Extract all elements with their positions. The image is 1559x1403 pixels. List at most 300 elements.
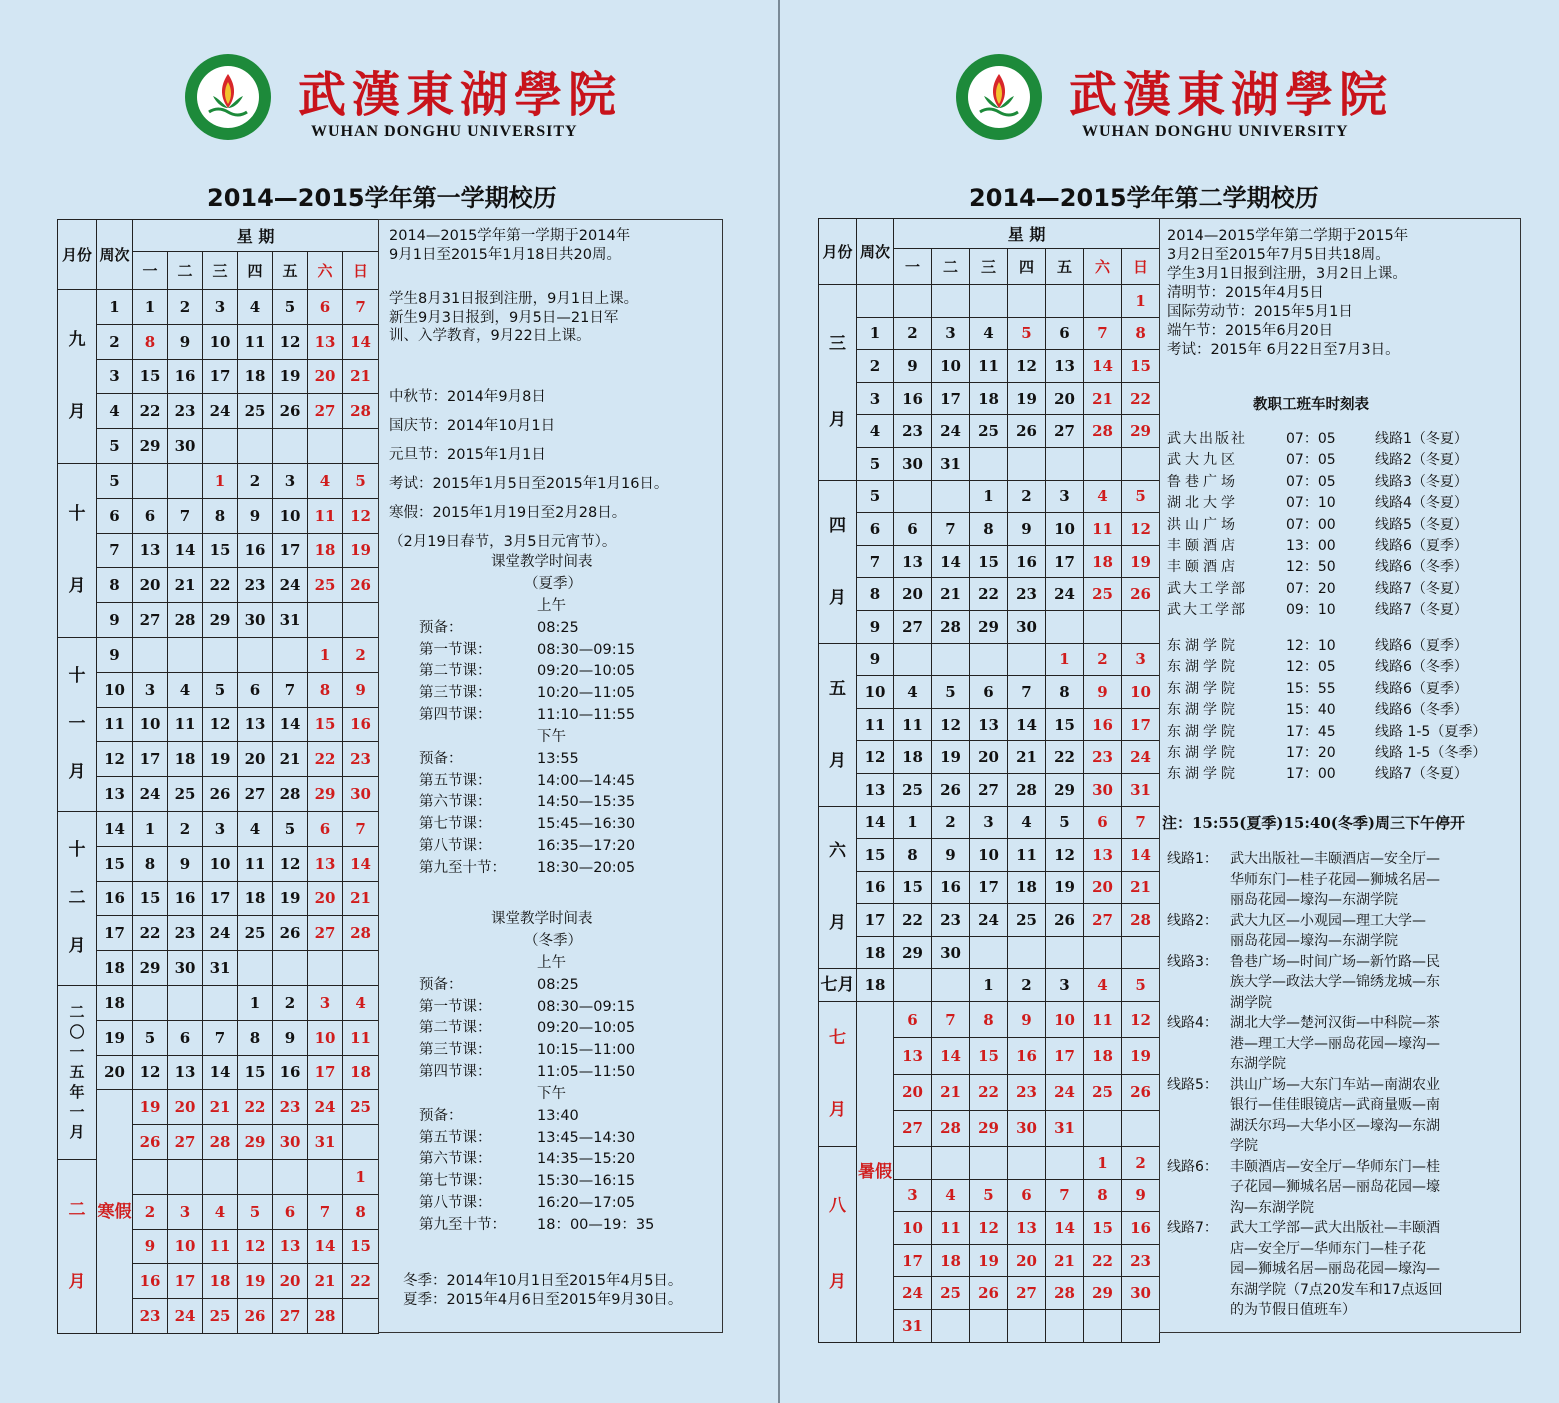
day-cell: 24 [168,1299,203,1334]
month-label [819,806,857,969]
month-header: 月份 [819,219,857,285]
day-cell: 16 [168,359,203,394]
day-cell [1046,936,1084,969]
calendar-row [58,533,379,568]
day-cell [1046,1147,1084,1180]
calendar-row [58,463,379,498]
day-cell: 6 [1008,1179,1046,1212]
day-cell: 6 [308,290,343,325]
timetable-pm-times-line: 18：00—19：35 [537,1216,655,1233]
day-cell: 8 [894,839,932,872]
calendar-row [58,777,379,812]
week-number: 12 [857,741,894,774]
route-path-line: 店—安全厅—华师东门—桂子花 [1230,1240,1426,1257]
day-cell: 20 [894,578,932,611]
day-cell: 15 [894,871,932,904]
calendar-row [819,578,1160,611]
day-cell [133,985,168,1020]
day-cell [1084,447,1122,480]
day-cell: 22 [1084,1244,1122,1277]
day-cell [168,1159,203,1194]
day-cell: 14 [932,1038,970,1074]
day-cell: 29 [970,610,1008,643]
day-cell: 19 [932,741,970,774]
day-cell: 26 [273,916,308,951]
day-cell: 17 [1046,545,1084,578]
day-cell: 15 [343,1229,379,1264]
calendar-row [819,936,1160,969]
semester-1-intro-line: 2014—2015学年第一学期于2014年 [389,228,631,244]
day-cell: 28 [932,610,970,643]
day-cell [238,951,273,986]
week-number: 14 [857,806,894,839]
day-cell [203,1159,238,1194]
day-cell: 20 [133,568,168,603]
calendar-row [819,285,1160,318]
week-number: 9 [97,603,133,638]
bus-stop: 东湖学院 [1167,680,1239,697]
day-cell: 24 [203,916,238,951]
day-cell: 13 [894,545,932,578]
week-number: 5 [97,463,133,498]
calendar-row [819,773,1160,806]
day-cell: 17 [203,359,238,394]
day-cell: 5 [238,1194,273,1229]
timetable-am-line: 上午 [537,955,566,971]
semester-2-intro-line: 2014—2015学年第二学期于2015年 [1167,228,1409,244]
day-cell: 18 [1084,545,1122,578]
bus-line: 线路4（冬夏） [1375,495,1468,512]
day-cell: 2 [238,463,273,498]
day-cell: 14 [273,707,308,742]
day-cell: 5 [1046,806,1084,839]
day-cell: 26 [203,777,238,812]
day-cell: 20 [1084,871,1122,904]
day-cell: 14 [343,846,379,881]
bus-line: 线路7（冬夏） [1375,766,1468,783]
day-cell: 5 [1122,480,1160,513]
calendar-row [58,672,379,707]
day-cell [1122,447,1160,480]
day-cell: 4 [238,811,273,846]
timetable-pm-labels-line: 第五节课： [419,772,492,789]
month-char: 三 [829,334,846,355]
month-label [819,1002,857,1147]
day-cell: 1 [133,290,168,325]
timetable-pm-times-line: 18:30—20:05 [537,859,636,876]
month-label [819,480,857,643]
bus-line: 线路1（冬夏） [1375,431,1468,447]
month-label [58,637,97,811]
route-path-line: 银行—佳佳眼镜店—武商量贩—南 [1230,1097,1440,1113]
day-cell: 12 [133,1055,168,1090]
semester-2-intro-line: 学生3月1日报到注册，3月2日上课。 [1167,266,1407,282]
month-char: 四 [829,515,846,536]
day-cell: 16 [932,871,970,904]
week-number: 5 [857,480,894,513]
semester-1-panel [0,0,778,1403]
day-cell: 6 [894,1002,932,1038]
day-cell: 8 [1046,676,1084,709]
bus-stop: 武大工学部 [1167,602,1247,619]
week-number: 2 [97,324,133,359]
timetable-pm-labels [419,1106,506,1236]
day-cell: 19 [1008,382,1046,415]
week-number: 18 [857,969,894,1002]
day-cell [970,936,1008,969]
bus-line: 线路5（冬夏） [1375,516,1468,533]
month-label [819,643,857,806]
timetable-am-labels-line: 预备： [419,977,463,993]
day-cell: 18 [308,533,343,568]
day-cell: 16 [343,707,379,742]
day-cell: 14 [168,533,203,568]
day-cell: 24 [1046,1074,1084,1110]
day-cell [1008,643,1046,676]
timetable-am-times-line: 09:20—10:05 [537,1020,636,1037]
bus-line: 线路6（冬季） [1375,659,1468,676]
day-cell [1046,1310,1084,1343]
semester-1-holidays-line: 元旦节：2015年1月1日 [389,447,546,463]
bus-stop: 丰颐酒店 [1167,538,1239,554]
month-char: 一 [68,714,86,735]
bus-line: 线路3（冬夏） [1375,473,1468,490]
day-cell: 25 [203,1299,238,1334]
day-cell: 1 [1122,285,1160,318]
day-cell: 7 [273,672,308,707]
semester-2-intro-line: 清明节：2015年4月5日 [1167,285,1324,301]
day-cell [894,1147,932,1180]
week-number: 14 [97,811,133,846]
month-char: 寒 [97,1201,115,1222]
day-cell [273,429,308,464]
day-cell: 6 [133,498,168,533]
bus-time: 13：00 [1286,538,1336,554]
calendar-row [58,498,379,533]
timetable-pm-labels-line: 预备： [419,1108,463,1124]
timetable-pm-times-line: 13:45—14:30 [537,1129,636,1146]
week-number: 6 [97,498,133,533]
day-cell: 18 [1084,1038,1122,1074]
day-cell [238,1159,273,1194]
day-cell: 25 [238,916,273,951]
day-cell: 19 [343,533,379,568]
day-cell [932,285,970,318]
day-cell: 15 [970,1038,1008,1074]
month-char: 月 [829,1272,846,1293]
route-path-line: 武大九区—小观园—理工大学— [1230,912,1426,929]
timetable-am-labels-line: 预备： [419,620,463,636]
day-cell: 10 [203,846,238,881]
day-cell: 12 [1122,513,1160,546]
day-cell [308,603,343,638]
day-cell: 14 [308,1229,343,1264]
day-cell: 27 [894,610,932,643]
day-cell [932,969,970,1002]
day-cell: 18 [238,881,273,916]
day-cell: 27 [1008,1277,1046,1310]
day-cell [273,1159,308,1194]
day-cell: 18 [970,382,1008,415]
timetable-am-times-line: 10:15—11:00 [537,1042,636,1059]
day-cell: 7 [1122,806,1160,839]
bus-time: 17：45 [1286,723,1336,740]
calendar-row [58,394,379,429]
calendar-row [819,415,1160,448]
day-cell: 5 [970,1179,1008,1212]
timetable-am-times-line: 08:25 [537,977,579,993]
timetable-am-times-line: 08:30—09:15 [537,641,636,658]
day-cell: 25 [168,777,203,812]
day-cell: 26 [273,394,308,429]
day-cell: 21 [1046,1244,1084,1277]
month-char: 一 [69,1103,85,1122]
weekday-5: 五 [1046,249,1084,285]
day-cell: 21 [308,1264,343,1299]
day-cell: 23 [1084,741,1122,774]
timetable-am-labels [419,975,492,1084]
day-cell: 4 [1084,969,1122,1002]
day-cell: 2 [133,1194,168,1229]
day-cell: 18 [932,1244,970,1277]
day-cell: 19 [1046,871,1084,904]
day-cell: 25 [932,1277,970,1310]
day-cell: 2 [932,806,970,839]
day-cell: 28 [168,603,203,638]
timetable-pm-labels-line: 第六节课： [419,794,492,811]
route-label: 线路6： [1167,1158,1218,1175]
timetable-pm-line: 下午 [537,1086,566,1102]
bus-stop: 丰颐酒店 [1167,559,1239,576]
day-cell: 15 [1084,1212,1122,1245]
calendar-row [58,1090,379,1125]
day-cell [894,643,932,676]
semester-1-intro [389,227,630,265]
month-char: 五 [829,678,846,699]
day-cell [932,1147,970,1180]
weekday-5: 五 [273,252,308,290]
day-cell: 31 [308,1125,343,1160]
month-char: 假 [114,1201,132,1222]
bus-time: 09：10 [1286,602,1336,619]
day-cell: 29 [970,1110,1008,1146]
day-cell: 6 [1046,317,1084,350]
month-char: 暑 [858,1161,875,1182]
month-char: 七 [829,1028,846,1049]
day-cell: 25 [343,1090,379,1125]
route-path-line: 东湖学院 [1230,1056,1286,1072]
day-cell [1122,936,1160,969]
semester-1-holidays-line: 国庆节：2014年10月1日 [389,418,556,434]
day-cell: 27 [238,777,273,812]
day-cell: 18 [1008,871,1046,904]
day-cell: 10 [932,350,970,383]
week-number: 18 [97,985,133,1020]
day-cell: 25 [308,568,343,603]
route-path-line: 园—狮城名居—丽岛花园—壕沟— [1230,1261,1440,1277]
month-char: 月 [829,750,846,771]
bus-stop: 武大出版社 [1167,431,1247,447]
day-cell: 29 [1122,415,1160,448]
day-cell: 29 [133,951,168,986]
calendar-header-row [58,220,379,252]
bus-time: 12：10 [1286,638,1336,654]
bus-time: 15：55 [1286,680,1336,697]
day-cell: 20 [308,359,343,394]
day-cell [1008,285,1046,318]
timetable-am-labels-line: 第二节课： [419,663,492,680]
week-number: 19 [97,1020,133,1055]
day-cell: 10 [133,707,168,742]
day-cell: 13 [273,1229,308,1264]
day-cell: 3 [1046,969,1084,1002]
day-cell: 14 [1046,1212,1084,1245]
timetable-pm-labels-line: 第八节课： [419,1194,492,1211]
day-cell [1122,1310,1160,1343]
bus-stop: 东湖学院 [1167,745,1239,761]
month-label [819,1147,857,1343]
day-cell: 22 [308,742,343,777]
day-cell [1046,447,1084,480]
logo-chinese-name: 武漢東湖學院 [1069,67,1394,123]
day-cell [308,951,343,986]
month-char: 二 [68,888,86,909]
day-cell: 7 [308,1194,343,1229]
day-cell: 12 [273,324,308,359]
bus-line: 线路7（冬夏） [1375,580,1468,597]
bus-stop: 东湖学院 [1167,702,1239,719]
week-number: 3 [97,359,133,394]
day-cell: 19 [133,1090,168,1125]
day-cell: 28 [1008,773,1046,806]
logo-english-name: WUHAN DONGHU UNIVERSITY [1082,123,1349,140]
day-cell: 13 [1084,839,1122,872]
day-cell: 10 [894,1212,932,1245]
bus-stop: 武大九区 [1167,452,1239,469]
day-cell: 11 [238,324,273,359]
day-cell [133,637,168,672]
day-cell: 3 [168,1194,203,1229]
day-cell: 1 [238,985,273,1020]
day-cell [308,1159,343,1194]
timetable-season [524,930,582,952]
route-path-line: 港—理工大学—丽岛花园—壕沟— [1230,1035,1440,1052]
day-cell: 4 [343,985,379,1020]
day-cell: 30 [932,936,970,969]
semester-1-title: 2014—2015学年第一学期校历 [207,184,557,212]
day-cell: 20 [1046,382,1084,415]
day-cell: 23 [238,568,273,603]
bus-time: 07：10 [1286,495,1336,512]
day-cell: 26 [1008,415,1046,448]
day-cell: 13 [1008,1212,1046,1245]
day-cell: 25 [1084,1074,1122,1110]
week-number: 16 [857,871,894,904]
day-cell: 12 [343,498,379,533]
week-number: 15 [857,839,894,872]
day-cell [308,429,343,464]
day-cell: 13 [1046,350,1084,383]
calendar-row [819,839,1160,872]
timetable-am-labels-line: 第四节课： [419,706,492,723]
day-cell: 30 [168,951,203,986]
bus-time: 07：05 [1286,452,1336,469]
day-cell: 23 [1122,1244,1160,1277]
day-cell [1046,610,1084,643]
day-cell: 11 [238,846,273,881]
day-cell: 17 [168,1264,203,1299]
day-cell: 23 [168,916,203,951]
bus-line: 线路6（夏季） [1375,638,1468,654]
day-cell: 29 [308,777,343,812]
day-cell: 12 [273,846,308,881]
day-cell [894,285,932,318]
day-cell: 23 [894,415,932,448]
day-cell: 5 [343,463,379,498]
day-cell [1084,936,1122,969]
timetable-am-times-line: 08:30—09:15 [537,998,636,1015]
semester-1-holidays-line: 考试：2015年1月5日至2015年1月16日。 [389,476,669,492]
timetable-am-labels-line: 第三节课： [419,1042,492,1059]
day-cell: 1 [343,1159,379,1194]
calendar-row [819,1002,1160,1038]
day-cell: 11 [1084,1002,1122,1038]
day-cell: 11 [203,1229,238,1264]
university-seal-icon [183,52,273,142]
calendar-row [58,568,379,603]
week-number: 18 [857,936,894,969]
day-cell: 2 [1008,480,1046,513]
weekday-3: 三 [203,252,238,290]
route-path-line: 东湖学院（7点20发车和17点返回 [1230,1281,1443,1298]
month-char: 月 [68,936,86,957]
route-path-line: 沟—东湖学院 [1230,1199,1314,1216]
timetable-am-line: 上午 [537,598,566,614]
day-cell: 5 [1008,317,1046,350]
day-cell: 17 [1122,708,1160,741]
day-cell: 12 [238,1229,273,1264]
day-cell: 20 [970,741,1008,774]
day-cell: 8 [1122,317,1160,350]
day-cell: 20 [1008,1244,1046,1277]
day-cell: 8 [343,1194,379,1229]
timetable-pm-line: 下午 [537,729,566,745]
day-cell [1084,285,1122,318]
timetable-pm-labels-line: 第六节课： [419,1151,492,1168]
month-char: 五 [69,1063,85,1082]
day-cell: 30 [1008,1110,1046,1146]
day-cell: 6 [894,513,932,546]
month-char: 十 [68,840,86,861]
calendar-row [819,480,1160,513]
day-cell: 19 [970,1244,1008,1277]
day-cell: 24 [932,415,970,448]
day-cell: 4 [970,317,1008,350]
vacation-label [857,1002,894,1343]
logo-chinese-name: 武漢東湖學院 [298,67,623,123]
day-cell: 10 [308,1020,343,1055]
route-path-line: 的为节假日值班车） [1230,1302,1356,1318]
calendar-row [819,643,1160,676]
day-cell [203,429,238,464]
timetable-pm-labels-line: 预备： [419,751,463,767]
day-cell: 1 [203,463,238,498]
day-cell: 20 [238,742,273,777]
bus-time: 07：00 [1286,516,1336,533]
calendar-row [819,871,1160,904]
day-cell: 27 [133,603,168,638]
semester-1-holidays-line: 寒假：2015年1月19日至2月28日。 [389,505,627,521]
